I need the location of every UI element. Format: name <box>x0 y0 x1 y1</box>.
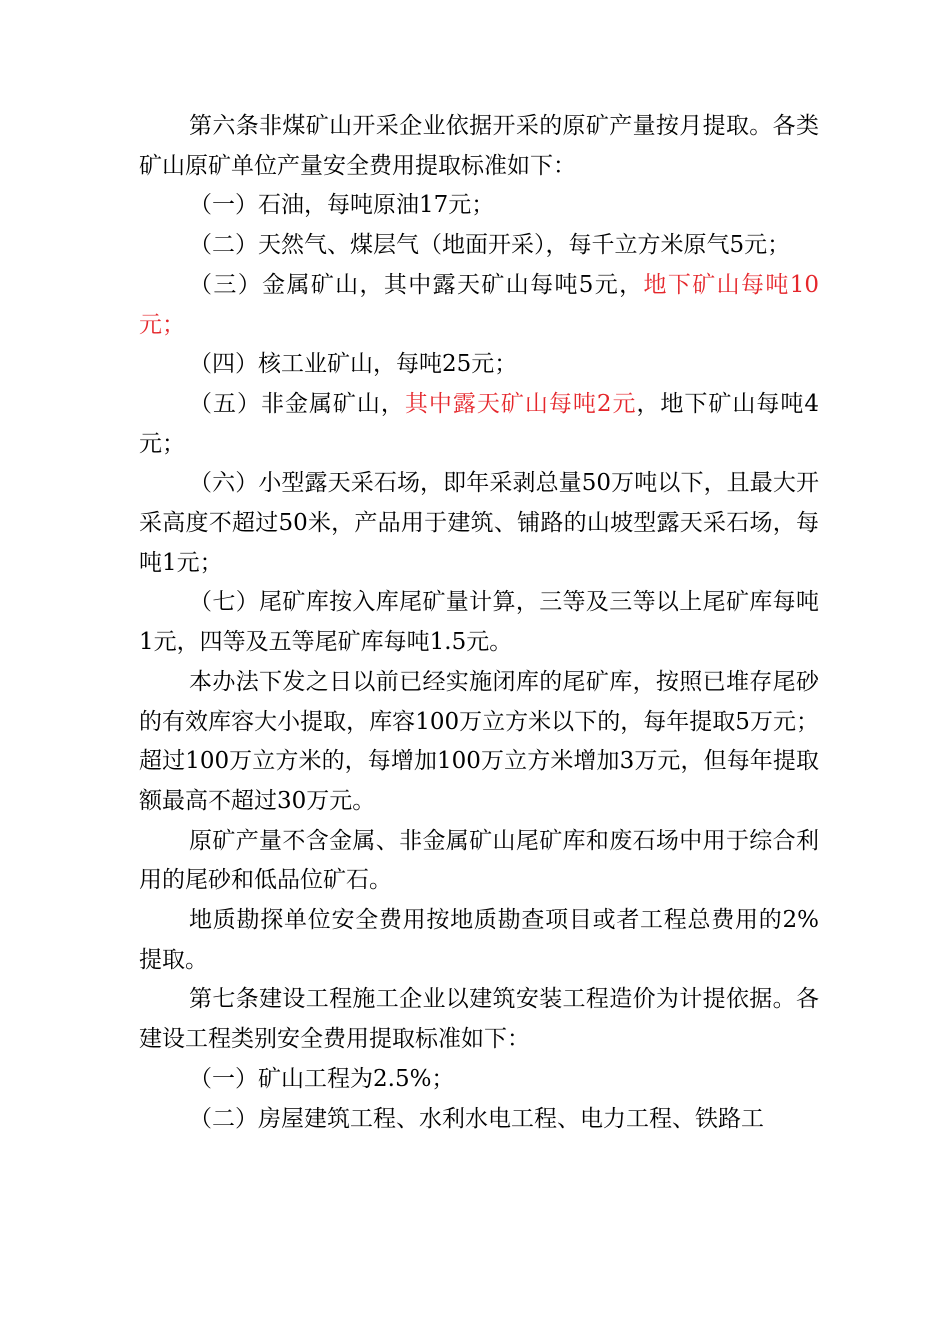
text-run: （六）小型露天采石场，即年采剥总量50万吨以下，且最大开采高度不超过50米，产品用于建筑、铺路的山坡型露天采石场，每吨1元； <box>139 470 819 576</box>
paragraph-item-building-engineering <box>139 1100 819 1140</box>
text-run: （三）金属矿山，其中露天矿山每吨5元， <box>189 271 644 298</box>
document-body <box>139 107 819 1139</box>
paragraph-ore-output-note <box>139 822 819 901</box>
paragraph-article-7-intro <box>139 980 819 1059</box>
paragraph-geological-survey <box>139 901 819 980</box>
paragraph-item-nonmetal-mines <box>139 385 819 464</box>
paragraph-item-quarries <box>139 464 819 583</box>
text-run: （一）矿山工程为2.5%； <box>189 1065 455 1092</box>
text-run: 第六条非煤矿山开采企业依据开采的原矿产量按月提取。各类矿山原矿单位产量安全费用提取标准如下： <box>139 113 819 179</box>
paragraph-item-natural-gas <box>139 226 819 266</box>
paragraph-item-oil <box>139 186 819 226</box>
text-run: ，地下矿山每吨4元； <box>139 390 819 457</box>
paragraph-closed-tailings <box>139 663 819 822</box>
text-run: 本办法下发之日以前已经实施闭库的尾矿库，按照已堆存尾砂的有效库容大小提取，库容100万立方米以下的，每年提取5万元；超过100万立方米的，每增加100万立方米增加3万元，但每年提取额最高不超过30万元。 <box>139 668 819 814</box>
paragraph-item-nuclear-mines <box>139 345 819 385</box>
highlighted-text-run: 地下矿山每吨10元； <box>139 271 819 338</box>
highlighted-text-run: 其中露天矿山每吨2元 <box>404 390 637 417</box>
paragraph-article-6-intro <box>139 107 819 186</box>
text-run: （七）尾矿库按入库尾矿量计算，三等及三等以上尾矿库每吨1元，四等及五等尾矿库每吨1.5元。 <box>139 589 819 656</box>
text-run: 第七条建设工程施工企业以建筑安装工程造价为计提依据。各建设工程类别安全费用提取标准如下： <box>139 986 819 1053</box>
text-run: （二）天然气、煤层气（地面开采），每千立方米原气5元； <box>189 232 791 259</box>
text-run: 地质勘探单位安全费用按地质勘查项目或者工程总费用的2%提取。 <box>139 907 819 973</box>
paragraph-item-tailings <box>139 583 819 662</box>
text-run: （四）核工业矿山，每吨25元； <box>189 351 518 378</box>
text-run: （一）石油，每吨原油17元； <box>189 192 495 219</box>
text-run: （二）房屋建筑工程、水利水电工程、电力工程、铁路工 <box>189 1105 764 1132</box>
text-run: 原矿产量不含金属、非金属矿山尾矿库和废石场中用于综合利用的尾砂和低品位矿石。 <box>139 827 819 894</box>
paragraph-item-mining-engineering <box>139 1060 819 1100</box>
text-run: （五）非金属矿山， <box>189 390 405 417</box>
paragraph-item-metal-mines <box>139 266 819 345</box>
